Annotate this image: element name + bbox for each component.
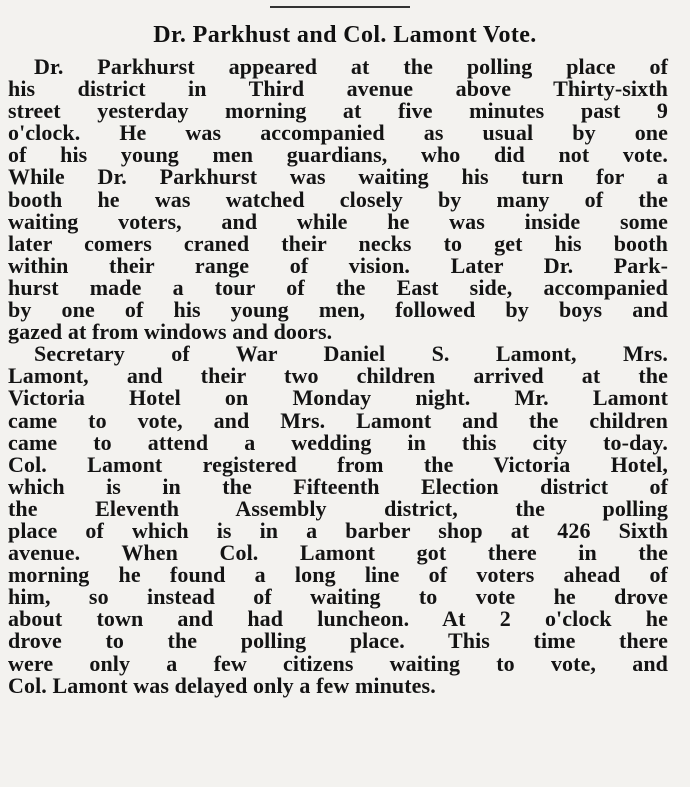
text-line: Secretary of War Daniel S. Lamont, Mrs.: [34, 341, 668, 367]
text-line: Lamont, and their two children arrived at the: [8, 363, 668, 389]
text-line: came to vote, and Mrs. Lamont and the children: [8, 407, 668, 433]
text-line: Col. Lamont registered from the Victoria Hotel,: [8, 451, 668, 477]
paragraph: [8, 56, 668, 343]
text-line: hurst made a tour of the East side, accompanied: [8, 274, 668, 300]
text-line: by one of his young men, followed by boys and: [8, 297, 668, 323]
text-line: about town and had luncheon. At 2 o'clock he: [8, 606, 668, 632]
top-rule: [270, 6, 410, 8]
text-line: booth he was watched closely by many of the: [8, 186, 668, 212]
text-line: waiting voters, and while he was inside some: [8, 208, 668, 234]
text-line: which is in the Fifteenth Election district of: [8, 473, 668, 499]
text-line: Victoria Hotel on Monday night. Mr. Lamont: [8, 385, 668, 411]
text-line: of his young men guardians, who did not vote.: [8, 142, 668, 168]
headline: Dr. Parkhust and Col. Lamont Vote.: [153, 22, 537, 48]
text-line: were only a few citizens waiting to vote, and: [8, 650, 668, 676]
text-line: Col. Lamont was delayed only a few minutes.: [8, 672, 436, 698]
text-line: drove to the polling place. This time there: [8, 628, 668, 654]
text-line: later comers craned their necks to get his booth: [8, 230, 668, 256]
text-line: him, so instead of waiting to vote he drove: [8, 584, 668, 610]
text-line: gazed at from windows and doors.: [8, 319, 333, 345]
text-line: street yesterday morning at five minutes past 9: [8, 98, 668, 124]
paragraph: [8, 343, 668, 697]
text-line: his district in Third avenue above Thirty-sixth: [8, 76, 668, 102]
text-line: within their range of vision. Later Dr. Park-: [8, 252, 668, 278]
text-line: While Dr. Parkhurst was waiting his turn for a: [8, 164, 668, 190]
text-line: the Eleventh Assembly district, the polling: [8, 495, 668, 521]
text-line: came to attend a wedding in this city to-day.: [8, 429, 668, 455]
text-line: avenue. When Col. Lamont got there in the: [8, 540, 668, 566]
article-body: [8, 56, 668, 697]
text-line: morning he found a long line of voters ahead of: [8, 562, 668, 588]
text-line: o'clock. He was accompanied as usual by one: [8, 120, 668, 146]
text-line: Dr. Parkhurst appeared at the polling place of: [34, 54, 668, 79]
text-line: place of which is in a barber shop at 426 Sixth: [8, 517, 668, 543]
